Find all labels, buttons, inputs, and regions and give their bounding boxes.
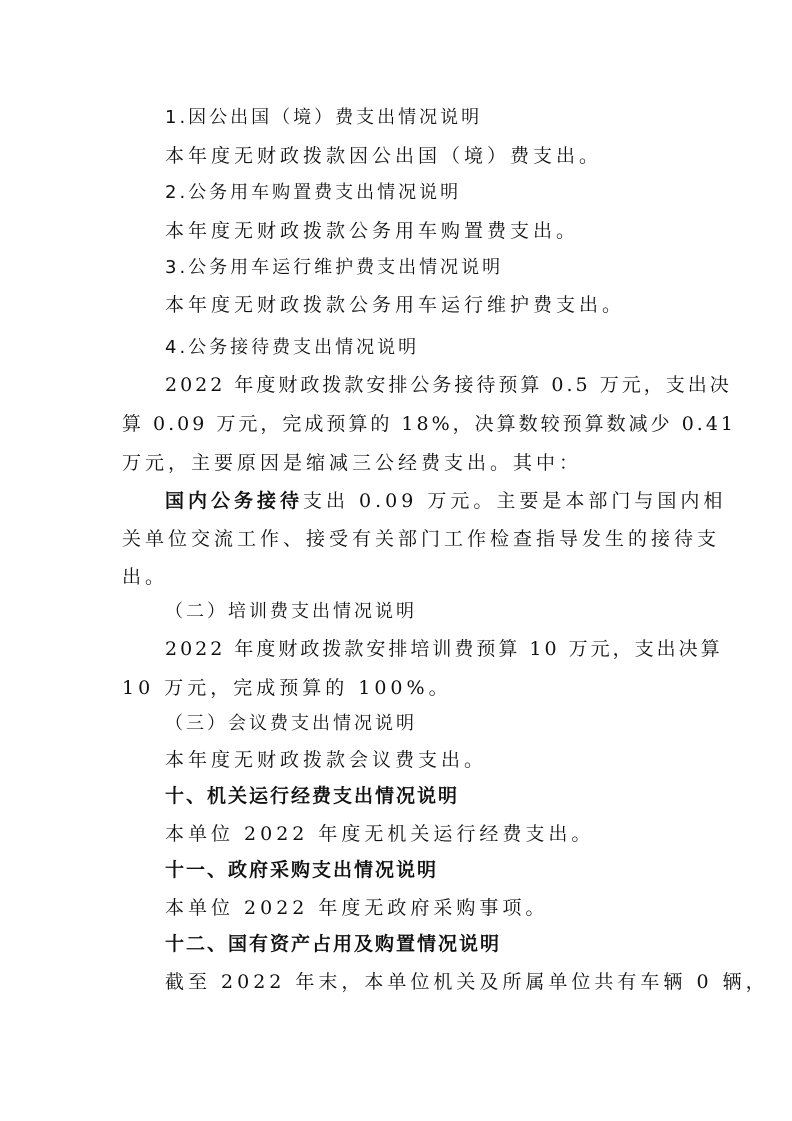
heading-vehicle-maintenance: 3.公务用车运行维护费支出情况说明 — [165, 257, 504, 278]
paragraph-vehicle-purchase: 本年度无财政拨款公务用车购置费支出。 — [165, 220, 580, 242]
heading-section-10: 十、机关运行经费支出情况说明 — [165, 785, 460, 807]
paragraph-training-line-2: 10 万元，完成预算的 100%。 — [122, 677, 452, 699]
paragraph-domestic-line-3: 出。 — [122, 566, 169, 588]
heading-reception: 4.公务接待费支出情况说明 — [165, 337, 420, 358]
heading-section-12: 十二、国有资产占用及购置情况说明 — [165, 933, 502, 955]
heading-section-11: 十一、政府采购支出情况说明 — [165, 859, 439, 881]
heading-travel: 1.因公出国（境）费支出情况说明 — [165, 107, 483, 128]
heading-training: （二）培训费支出情况说明 — [165, 601, 417, 622]
paragraph-reception-line-2: 算 0.09 万元，完成预算的 18%，决算数较预算数减少 0.41 — [122, 413, 736, 435]
heading-vehicle-purchase: 2.公务用车购置费支出情况说明 — [165, 182, 462, 203]
domestic-reception-label: 国内公务接待 — [165, 490, 304, 512]
domestic-reception-text: 支出 0.09 万元。主要是本部门与国内相 — [303, 490, 727, 512]
paragraph-section-12: 截至 2022 年末，本单位机关及所属单位共有车辆 0 辆， — [165, 971, 769, 993]
paragraph-reception-line-1: 2022 年度财政拨款安排公务接待预算 0.5 万元，支出决 — [165, 374, 732, 396]
paragraph-section-11: 本单位 2022 年度无政府采购事项。 — [165, 897, 549, 919]
paragraph-travel: 本年度无财政拨款因公出国（境）费支出。 — [165, 145, 603, 167]
paragraph-reception-line-3: 万元，主要原因是缩减三公经费支出。其中： — [122, 452, 583, 474]
paragraph-vehicle-maintenance: 本年度无财政拨款公务用车运行维护费支出。 — [165, 294, 626, 316]
paragraph-meeting: 本年度无财政拨款会议费支出。 — [165, 749, 488, 771]
paragraph-domestic-line-1 — [0, 489, 792, 513]
paragraph-section-10: 本单位 2022 年度无机关运行经费支出。 — [165, 823, 595, 845]
heading-meeting: （三）会议费支出情况说明 — [165, 713, 417, 734]
paragraph-domestic-line-2: 关单位交流工作、接受有关部门工作检查指导发生的接待支 — [122, 528, 721, 550]
paragraph-training-line-1: 2022 年度财政拨款安排培训费预算 10 万元，支出决算 — [165, 638, 723, 660]
